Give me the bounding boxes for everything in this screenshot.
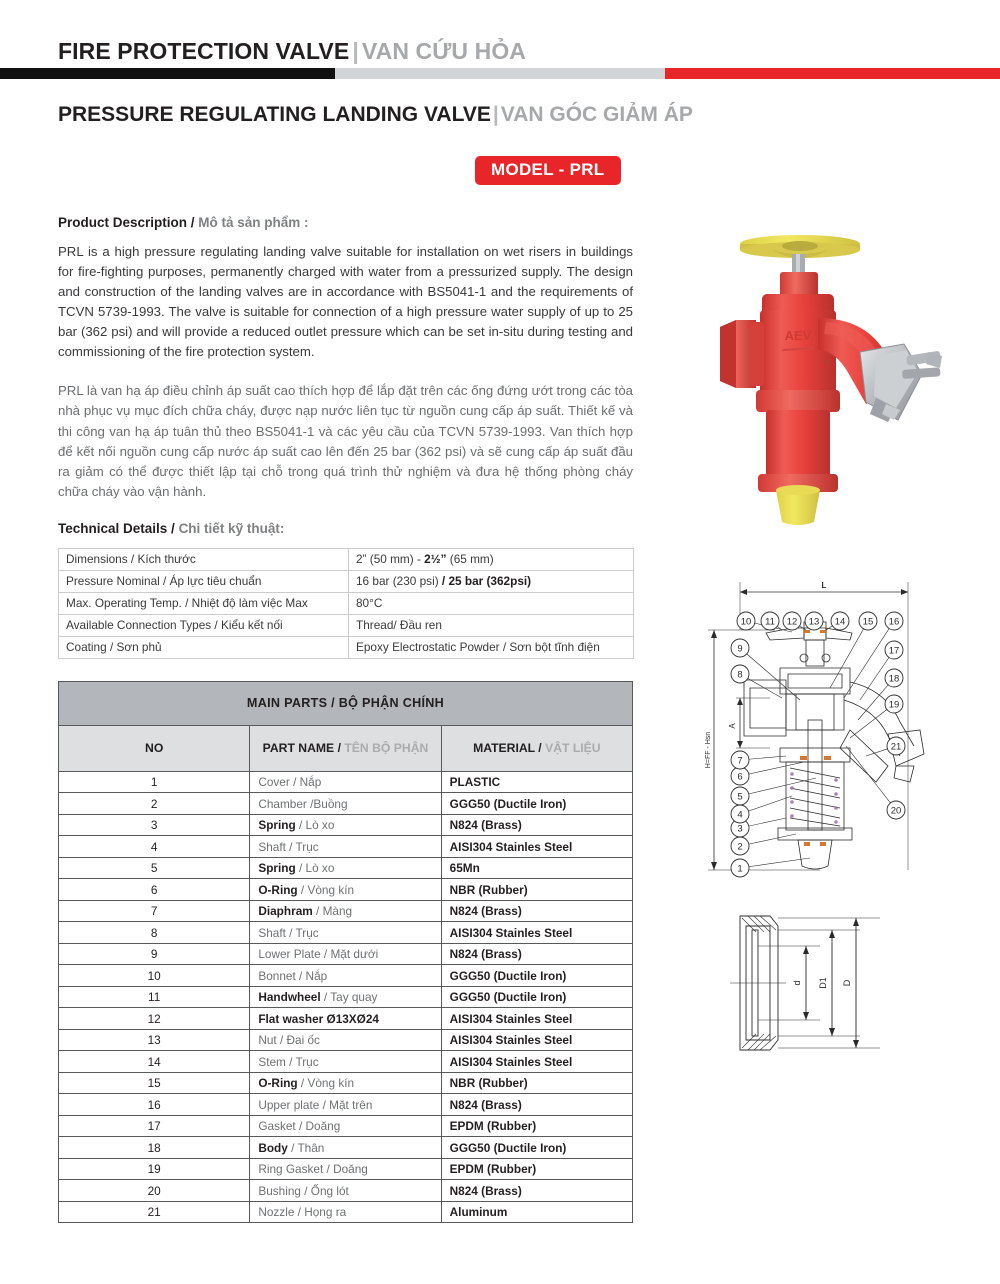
- left-content-column: [58, 215, 633, 1223]
- part-number: 8: [59, 922, 250, 944]
- callout-number-1: 1: [737, 863, 743, 875]
- part-name-vn: / Lò xo: [295, 861, 335, 875]
- part-number: 9: [59, 943, 250, 965]
- part-material: [441, 814, 632, 836]
- product-photo-svg: [690, 222, 990, 532]
- callout-number-20: 20: [890, 805, 902, 817]
- header-title-vn: VAN CỨU HỎA: [361, 38, 527, 64]
- part-material-value: GGG50 (Ductile Iron): [449, 990, 567, 1004]
- part-material-value: AISI304 Stainles Steel: [449, 925, 573, 940]
- dimension-label-D: D: [842, 979, 852, 987]
- divider-segment-black: [0, 68, 335, 79]
- part-number: 12: [59, 1008, 250, 1030]
- model-badge: MODEL - PRL: [475, 156, 621, 185]
- tech-value-plain: Thread/ Đầu ren: [356, 617, 442, 632]
- table-row: [59, 1094, 633, 1116]
- callout-number-9: 9: [737, 643, 743, 655]
- technical-details-heading-vn: Chi tiết kỹ thuật:: [178, 520, 285, 536]
- part-name: [250, 879, 441, 901]
- product-title-separator: |: [492, 103, 499, 126]
- header-title-separator: |: [352, 38, 359, 64]
- tech-key: Dimensions / Kích thước: [59, 548, 349, 570]
- technical-drawing-section: [700, 570, 990, 895]
- part-material-value: NBR (Rubber): [449, 1076, 528, 1090]
- column-header-no: NO: [59, 725, 250, 771]
- main-parts-head: [59, 681, 633, 771]
- technical-drawing-end-view: [700, 900, 990, 1065]
- callout-number-2: 2: [737, 841, 743, 853]
- table-row: [59, 1008, 633, 1030]
- header-title-en: FIRE PROTECTION VALVE: [58, 38, 350, 64]
- main-parts-body: [59, 771, 633, 1223]
- part-number: 16: [59, 1094, 250, 1116]
- tech-key: Coating / Sơn phủ: [59, 636, 349, 658]
- table-row: [59, 943, 633, 965]
- technical-details-heading: [58, 521, 633, 536]
- header-divider-bar: [0, 68, 1000, 79]
- part-name-vn: Cover / Nắp: [258, 775, 322, 789]
- tech-value: [349, 614, 634, 636]
- part-material-value: N824 (Brass): [449, 904, 522, 918]
- part-name: [250, 1180, 441, 1202]
- table-row: [59, 857, 633, 879]
- table-row: [59, 1180, 633, 1202]
- part-name: [250, 1094, 441, 1116]
- main-parts-column-header-row: [59, 725, 633, 771]
- part-material-value: N824 (Brass): [449, 1183, 522, 1198]
- part-material: [441, 1072, 632, 1094]
- part-name: [250, 793, 441, 815]
- tech-key: Available Connection Types / Kiểu kết nối: [59, 614, 349, 636]
- part-material-value: N824 (Brass): [449, 947, 522, 961]
- part-number: 13: [59, 1029, 250, 1051]
- part-material-value: Aluminum: [449, 1205, 508, 1219]
- table-row: [59, 1029, 633, 1051]
- part-material: [441, 879, 632, 901]
- part-name: [250, 771, 441, 793]
- part-material-value: EPDM (Rubber): [449, 1162, 537, 1176]
- callout-number-15: 15: [862, 616, 874, 628]
- table-row: [59, 614, 634, 636]
- part-material: [441, 793, 632, 815]
- part-material: [441, 1094, 632, 1116]
- part-material: [441, 836, 632, 858]
- part-name-vn: Nut / Đai ốc: [258, 1033, 320, 1047]
- part-material: [441, 986, 632, 1008]
- column-header-material: [441, 725, 632, 771]
- tech-value-plain: 16 bar (230 psi): [356, 573, 442, 588]
- part-name-vn: Stem / Trục: [258, 1054, 319, 1069]
- part-name-en: O-Ring: [258, 1076, 298, 1090]
- technical-details-table: [58, 548, 634, 659]
- column-header-material-en: MATERIAL /: [473, 741, 542, 756]
- callout-number-5: 5: [737, 791, 743, 803]
- part-material-value: 65Mn: [449, 861, 480, 875]
- table-row: [59, 965, 633, 987]
- part-name: [250, 1201, 441, 1223]
- part-material-value: GGG50 (Ductile Iron): [449, 968, 567, 983]
- callout-number-14: 14: [834, 616, 846, 628]
- part-material-value: EPDM (Rubber): [449, 1119, 537, 1133]
- part-material: [441, 1201, 632, 1223]
- callout-number-3: 3: [737, 823, 743, 835]
- part-name-vn: / Màng: [312, 904, 353, 918]
- main-parts-band-title: MAIN PARTS / BỘ PHẬN CHÍNH: [59, 681, 633, 725]
- column-header-material-vn: VẬT LIỆU: [545, 741, 601, 756]
- dimension-label-H: H=FF - Hsn: [705, 731, 712, 769]
- tech-value: [349, 548, 634, 570]
- part-number: 1: [59, 771, 250, 793]
- table-row: [59, 814, 633, 836]
- table-row: [59, 1051, 633, 1073]
- callout-number-8: 8: [737, 669, 743, 681]
- part-name-vn: Nozzle / Họng ra: [258, 1205, 347, 1219]
- part-material-value: N824 (Brass): [449, 818, 522, 832]
- part-material-value: N824 (Brass): [449, 1097, 522, 1112]
- part-name-vn: Ring Gasket / Doăng: [258, 1162, 368, 1176]
- valve-bonnet: [762, 272, 834, 316]
- part-name: [250, 900, 441, 922]
- description-paragraph-en: PRL is a high pressure regulating landing valve suitable for installation on wet risers in buildings for fire-fighting purposes, permanently charged with water from a pressurized supply. The design and construction of the landing valves are in accordance with BS5041-1 and the requirements of TCVN 5739-1993. The valve is suitable for connection of a high pressure water supply of up to 25 bar (362 psi) and will provide a reduced outlet pressure which can be set in-situ during testing and commissioning of the fire protection system.: [58, 244, 633, 360]
- part-material: [441, 1180, 632, 1202]
- part-material-value: AISI304 Stainles Steel: [449, 1033, 573, 1047]
- dimension-label-A: A: [728, 723, 737, 729]
- spring-chamber: [758, 410, 838, 492]
- part-material: [441, 943, 632, 965]
- part-number: 21: [59, 1201, 250, 1223]
- part-number: 2: [59, 793, 250, 815]
- part-name-vn: Chamber /Buồng: [258, 796, 348, 811]
- part-number: 20: [59, 1180, 250, 1202]
- table-row: [59, 1115, 633, 1137]
- part-number: 6: [59, 879, 250, 901]
- part-material-value: PLASTIC: [449, 775, 501, 789]
- part-name: [250, 814, 441, 836]
- table-row: [59, 1137, 633, 1159]
- table-row: [59, 771, 633, 793]
- part-number: 7: [59, 900, 250, 922]
- part-material: [441, 922, 632, 944]
- table-row: [59, 1201, 633, 1223]
- part-name-vn: / Tay quay: [320, 990, 378, 1004]
- tech-value-plain: Epoxy Electrostatic Powder / Sơn bột tĩnh điện: [356, 639, 600, 654]
- tech-value: [349, 636, 634, 658]
- part-material-value: GGG50 (Ductile Iron): [449, 1140, 567, 1155]
- part-name-vn: Shaft / Trục: [258, 839, 319, 854]
- part-material: [441, 1158, 632, 1180]
- part-name: [250, 1158, 441, 1180]
- tech-value-bold: / 25 bar (362psi): [441, 573, 532, 588]
- part-material: [441, 1029, 632, 1051]
- part-name-vn: / Vòng kín: [297, 882, 355, 897]
- callout-number-21: 21: [890, 741, 902, 753]
- part-name: [250, 986, 441, 1008]
- callout-number-17: 17: [888, 645, 900, 657]
- table-row: [59, 592, 634, 614]
- tech-value: [349, 570, 634, 592]
- part-material: [441, 1137, 632, 1159]
- part-name: [250, 1051, 441, 1073]
- callout-number-7: 7: [737, 755, 743, 767]
- page-header-title: [58, 38, 526, 65]
- part-material-value: AISI304 Stainles Steel: [449, 839, 573, 854]
- part-material: [441, 1008, 632, 1030]
- part-name: [250, 1008, 441, 1030]
- tech-key: Pressure Nominal / Áp lực tiêu chuẩn: [59, 570, 349, 592]
- technical-details-heading-en: Technical Details /: [58, 520, 175, 536]
- part-number: 18: [59, 1137, 250, 1159]
- part-material: [441, 965, 632, 987]
- column-header-partname-vn: TÊN BỘ PHẬN: [344, 741, 429, 756]
- part-name: [250, 1137, 441, 1159]
- main-parts-band-row: [59, 681, 633, 725]
- part-number: 11: [59, 986, 250, 1008]
- callout-number-18: 18: [888, 673, 900, 685]
- divider-segment-red: [665, 68, 1000, 79]
- part-number: 14: [59, 1051, 250, 1073]
- product-description-heading: [58, 215, 633, 230]
- tech-value-bold: 2½”: [424, 551, 447, 566]
- tech-value-tail: (65 mm): [446, 551, 494, 566]
- part-number: 15: [59, 1072, 250, 1094]
- part-name: [250, 1029, 441, 1051]
- table-row: [59, 793, 633, 815]
- callout-number-19: 19: [888, 699, 900, 711]
- part-number: 4: [59, 836, 250, 858]
- table-row: [59, 548, 634, 570]
- part-name-vn: Shaft / Trục: [258, 925, 319, 940]
- part-name-en: O-Ring: [258, 882, 298, 897]
- tech-key: Max. Operating Temp. / Nhiệt độ làm việc Max: [59, 592, 349, 614]
- hex-nut-side: [720, 320, 764, 388]
- table-row: [59, 986, 633, 1008]
- table-row: [59, 570, 634, 592]
- part-name: [250, 836, 441, 858]
- part-material: [441, 1051, 632, 1073]
- callout-number-11: 11: [765, 616, 775, 628]
- column-header-partname-en: PART NAME /: [262, 741, 341, 756]
- part-material: [441, 1115, 632, 1137]
- outlet-cap-yellow: [776, 485, 820, 525]
- part-material-value: AISI304 Stainles Steel: [449, 1054, 573, 1069]
- callout-leader-lines: [740, 621, 896, 868]
- part-name: [250, 965, 441, 987]
- technical-drawing-svg: [700, 570, 990, 895]
- technical-details-body: [59, 548, 634, 658]
- part-material: [441, 857, 632, 879]
- main-parts-table: [58, 681, 633, 1224]
- brand-emboss: AEV: [784, 328, 812, 343]
- callout-number-16: 16: [888, 616, 900, 628]
- tech-value-plain: 80°C: [356, 595, 383, 610]
- dimension-label-L: L: [821, 581, 827, 590]
- table-row: [59, 879, 633, 901]
- callout-number-10: 10: [740, 616, 752, 628]
- quick-connect-coupling: [860, 344, 942, 422]
- part-name-vn: / Lò xo: [295, 818, 335, 832]
- part-number: 10: [59, 965, 250, 987]
- product-title-vn: VAN GÓC GIẢM ÁP: [500, 103, 693, 126]
- callout-bubbles: [731, 612, 905, 877]
- part-name-vn: Lower Plate / Mặt dưới: [258, 947, 379, 961]
- product-description-heading-vn: Mô tả sản phẩm :: [198, 215, 309, 230]
- part-name-vn: Bonnet / Nắp: [258, 968, 328, 983]
- part-material: [441, 900, 632, 922]
- dimension-label-d: d: [792, 980, 802, 986]
- part-name-vn: / Vòng kín: [297, 1076, 355, 1090]
- part-name: [250, 1115, 441, 1137]
- part-number: 5: [59, 857, 250, 879]
- table-row: [59, 636, 634, 658]
- tech-value: [349, 592, 634, 614]
- table-row: [59, 1158, 633, 1180]
- part-name-en: Spring: [258, 861, 296, 875]
- table-row: [59, 836, 633, 858]
- tech-value-plain: 2” (50 mm) -: [356, 551, 425, 566]
- part-name-vn: / Thân: [287, 1140, 325, 1155]
- oring-accents: [800, 630, 831, 846]
- table-row: [59, 1072, 633, 1094]
- end-view-svg: [700, 900, 990, 1065]
- part-name: [250, 922, 441, 944]
- part-material-value: NBR (Rubber): [449, 882, 528, 897]
- product-photo: [690, 222, 990, 532]
- dimension-label-D1: D1: [818, 977, 828, 989]
- divider-segment-gray: [335, 68, 665, 79]
- lower-flange: [756, 390, 840, 412]
- table-row: [59, 900, 633, 922]
- callout-number-4: 4: [737, 809, 743, 821]
- part-number: 3: [59, 814, 250, 836]
- part-name-en: Diaphram: [258, 904, 313, 918]
- column-header-partname: [250, 725, 441, 771]
- part-material: [441, 771, 632, 793]
- part-material-value: AISI304 Stainles Steel: [449, 1011, 573, 1026]
- description-paragraph-vn: PRL là van hạ áp điều chỉnh áp suất cao thích hợp để lắp đặt trên các ống đứng ướt trong các tòa nhà phục vụ mục đích chữa cháy, được nạp nước liên tục từ nguồn cung cấp áp suất. Thiết kế và thi công van hạ áp tuân thủ theo BS5041-1 và các yêu cầu của TCVN 5739-1993. Van thích hợp để kết nối nguồn cung cấp nước áp suất cao lên đến 25 bar (362 psi) và sẽ cung cấp áp suất đầu ra giảm có thể được thiết lập tại chỗ trong quá trình thử nghiệm và đưa hệ thống phòng cháy chữa cháy vào vận hành.: [58, 383, 633, 499]
- callout-number-6: 6: [737, 771, 743, 783]
- part-number: 19: [59, 1158, 250, 1180]
- part-name: [250, 943, 441, 965]
- part-name-en: Body: [258, 1140, 288, 1155]
- product-title-en: PRESSURE REGULATING LANDING VALVE: [58, 103, 491, 126]
- part-name-en: Flat washer Ø13XØ24: [258, 1011, 379, 1026]
- callout-number-13: 13: [808, 616, 820, 628]
- part-number: 17: [59, 1115, 250, 1137]
- product-title: [58, 103, 693, 127]
- table-row: [59, 922, 633, 944]
- part-name-vn: Upper plate / Mặt trên: [258, 1097, 373, 1112]
- product-description-heading-en: Product Description /: [58, 215, 195, 230]
- callout-number-12: 12: [786, 616, 798, 628]
- part-name-vn: Gasket / Doăng: [258, 1119, 341, 1133]
- part-name-en: Spring: [258, 818, 296, 832]
- part-name-en: Handwheel: [258, 990, 321, 1004]
- part-material-value: GGG50 (Ductile Iron): [449, 796, 567, 811]
- part-name: [250, 857, 441, 879]
- part-name-vn: Bushing / Ống lót: [258, 1183, 349, 1198]
- part-name: [250, 1072, 441, 1094]
